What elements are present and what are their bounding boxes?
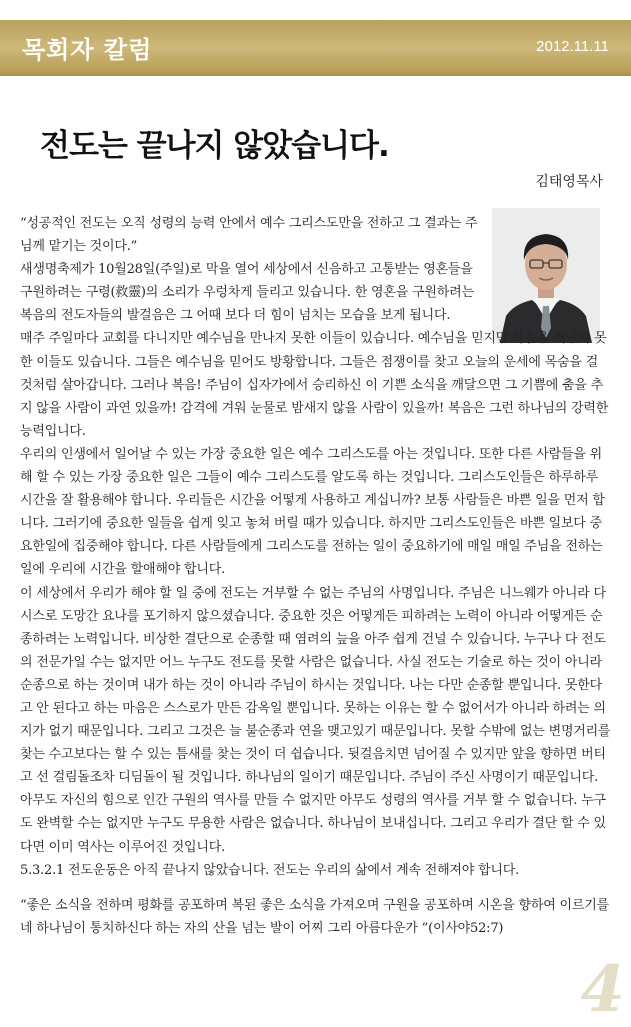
article-paragraph-3: 우리의 인생에서 일어날 수 있는 가장 중요한 일은 예수 그리스도를 아는 것입니다. 또한 다른 사람들을 위해 할 수 있는 가장 중요한 일은 그들이 예수 그리스도를 알도록 하는 것입니다. 그리스도인들은 하루하루 시간을 잘 활용해야 합니다. 우리들은 시간을 어떻게 사용하고 계십니까? 보통 사람들은 바쁜 일을 먼저 합니다. 그러기에 중요한 일들을 쉽게 잊고 놓쳐 버릴 때가 있습니다. 하지만 그리스도인들은 바쁜 일보다 중요한일에 집중해야 합니다. 다른 사람들에게 그리스도를 전하는 일이 중요하기에 매일 매일 주님을 전하는 일에 우리에 시간을 할애해야 합니다. bbox=[20, 446, 605, 578]
article-paragraph-4: 이 세상에서 우리가 해야 할 일 중에 전도는 거부할 수 없는 주님의 사명입니다. 주님은 니느웨가 아니라 다시스로 도망간 요나를 포기하지 않으셨습니다. 중요한 것은 어떻게든 피하려는 노력이 아니라 어떻게든 순종하려는 노력입니다. 비상한 결단으로 순종할 때 염려의 늪을 아주 쉽게 건널 수 있습니다. 누구나 다 전도의 전문가일 수는 없지만 어느 누구도 전도를 못할 사람은 없습니다. 사실 전도는 기술로 하는 것이 아니라 순종으로 하는 것이며 내가 하는 것이 아니라 주님이 하시는 것입니다. 나는 다만 순종할 뿐입니다. 못한다고 안 된다고 하는 마음은 스스로가 만든 감옥일 뿐입니다. 못하는 이유는 할 수 없어서가 아니라 하려는 의지가 없기 때문입니다. 그리고 그것은 늘 불순종과 연을 맺고있기 때문입니다. 못할 수밖에 없는 변명거리를 찾는 수고보다는 할 수 있는 틈새를 찾는 것이 더 쉽습니다. 뒷걸음치면 넘어질 수 있지만 앞을 향하면 버티고 선 걸림돌조차 디딤돌이 될 것입니다. 하나님의 일이기 때문입니다. 주님이 주신 사명이기 때문입니다. 아무도 자신의 힘으로 인간 구원의 역사를 만들 수 없지만 아무도 성령의 역사를 거부 할 수 없습니다. 누구도 완벽할 수는 없지만 누구도 무용한 사람은 없습니다. 하나님이 보내십니다. 그리고 우리가 결단 할 수 있다면 이미 역사는 이루어진 것입니다. bbox=[20, 585, 611, 855]
article-body bbox=[20, 212, 612, 940]
article-paragraph-2: 매주 주일마다 교회를 다니지만 예수님을 만나지 못한 이들이 있습니다. 예수님을 믿지만 복음을 깨닫지 못한 이들도 있습니다. 그들은 예수님을 믿어도 방황합니다. 그들은 점쟁이를 찾고 오늘의 운세에 목숨을 걸 것처럼 살아갑니다. 그러나 복음! 주님이 십자가에서 승리하신 이 기쁜 소식을 깨달으면 그 기쁨에 춤을 추지 않을 사람이 과연 있을까! 감격에 겨워 눈물로 밤새지 않을 사람이 있을까! 복음은 그런 하나님의 강력한 능력입니다. bbox=[20, 331, 609, 439]
article-author: 김태영목사 bbox=[535, 174, 603, 190]
page-number: 4 bbox=[580, 952, 625, 1027]
closing-scripture-quote: “좋은 소식을 전하며 평화를 공포하며 복된 좋은 소식을 가져오며 구원을 공포하며 시온을 향하여 이르기를 네 하나님이 통치하신다 하는 자의 산을 넘는 발이 어찌 그리 아름다운가 ”(이사야52:7) bbox=[20, 897, 609, 936]
column-title: 목회자 칼럼 bbox=[22, 36, 153, 64]
article-paragraph-1: 새생명축제가 10월28일(주일)로 막을 열어 세상에서 신음하고 고통받는 영혼들을 구원하려는 구령(救靈)의 소리가 우렁차게 들리고 있습니다. 한 영혼을 구원하려는 복음의 전도자들의 발걸음은 그 어때 보다 더 힘이 넘치는 모습을 보게 됩니다. bbox=[20, 262, 474, 324]
intro-quote: “성공적인 전도는 오직 성령의 능력 안에서 예수 그리스도만을 전하고 그 결과는 주님께 맡기는 것이다.” bbox=[20, 216, 478, 255]
column-header-banner bbox=[0, 0, 631, 76]
column-date: 2012.11.11 bbox=[536, 38, 609, 55]
article-title: 전도는 끝나지 않았습니다. bbox=[40, 128, 389, 164]
article-paragraph-5: 5.3.2.1 전도운동은 아직 끝나지 않았습니다. 전도는 우리의 삶에서 계속 전해져야 합니다. bbox=[20, 862, 520, 878]
